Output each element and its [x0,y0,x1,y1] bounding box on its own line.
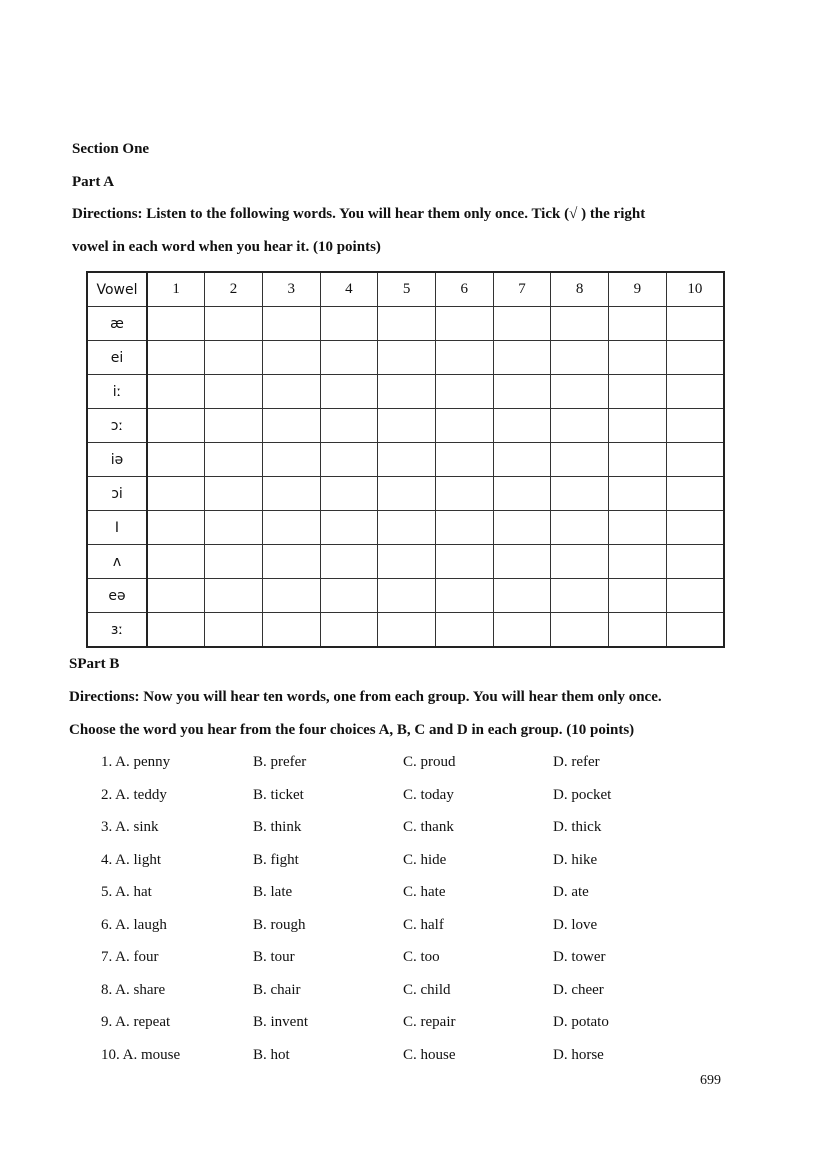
word-number-header: 8 [551,272,609,307]
choice-b[interactable]: B. invent [253,1014,308,1030]
word-number-header: 7 [493,272,551,307]
table-body [87,307,724,648]
vowel-symbol: ʌ [87,545,147,579]
part-a-title: Part A [72,174,115,190]
tick-cell[interactable] [551,341,609,375]
vowel-symbol: iː [87,375,147,409]
tick-cell[interactable] [435,341,493,375]
tick-cell[interactable] [262,375,320,409]
choice-d[interactable]: D. hike [553,851,598,868]
part-a-directions-line2: vowel in each word when you hear it. (10 points) [72,239,381,255]
tick-cell[interactable] [378,545,436,579]
tick-cell[interactable] [378,477,436,511]
tick-cell[interactable] [205,443,263,477]
choice-c[interactable]: C. child [403,981,451,998]
tick-cell[interactable] [666,375,724,409]
tick-cell[interactable] [609,341,667,375]
tick-cell[interactable] [666,341,724,375]
part-b-title: SPart B [69,656,120,672]
tick-cell[interactable] [262,579,320,613]
part-b-directions-line2: Choose the word you hear from the four choices A, B, C and D in each group. (10 points) [69,722,635,738]
tick-cell[interactable] [435,613,493,648]
word-number-header: 3 [262,272,320,307]
tick-cell[interactable] [147,409,205,443]
tick-cell[interactable] [205,307,263,341]
tick-cell[interactable] [551,375,609,409]
word-number-header: 2 [205,272,263,307]
tick-cell[interactable] [609,477,667,511]
tick-cell[interactable] [493,511,551,545]
part-a-directions-line1: Directions: Listen to the following words. You will hear them only once. Tick (√ ) the right [72,206,646,222]
tick-cell[interactable] [666,477,724,511]
tick-cell[interactable] [435,545,493,579]
vowel-symbol: æ [87,307,147,341]
tick-cell[interactable] [551,613,609,648]
vowel-row [87,613,724,648]
tick-cell[interactable] [262,341,320,375]
tick-cell[interactable] [551,307,609,341]
vowel-symbol: ei [87,341,147,375]
tick-cell[interactable] [320,443,378,477]
part-b-directions-line1: Directions: Now you will hear ten words, one from each group. You will hear them only once. [69,689,662,705]
tick-cell[interactable] [320,511,378,545]
tick-cell[interactable] [262,443,320,477]
choice-b[interactable]: B. chair [253,981,301,998]
vowel-symbol: ɜː [87,613,147,648]
tick-cell[interactable] [262,307,320,341]
tick-cell[interactable] [609,511,667,545]
tick-cell[interactable] [262,477,320,511]
tick-cell[interactable] [320,613,378,648]
tick-cell[interactable] [435,579,493,613]
tick-cell[interactable] [378,375,436,409]
tick-cell[interactable] [609,443,667,477]
choice-a[interactable]: 7. A. four [101,949,159,965]
tick-cell[interactable] [493,579,551,613]
word-number-header: 6 [435,272,493,307]
vowel-symbol: ɔː [87,409,147,443]
vowel-row [87,307,724,341]
tick-cell[interactable] [493,613,551,648]
vowel-row [87,409,724,443]
tick-cell[interactable] [205,511,263,545]
choice-c[interactable]: C. hide [403,851,447,868]
tick-cell[interactable] [435,511,493,545]
word-number-header: 4 [320,272,378,307]
tick-cell[interactable] [609,613,667,648]
word-number-header: 1 [147,272,205,307]
choice-a[interactable]: 5. A. hat [101,884,152,900]
tick-cell[interactable] [147,613,205,648]
choice-b[interactable]: B. ticket [253,786,304,803]
vowel-row [87,579,724,613]
tick-cell[interactable] [320,307,378,341]
tick-cell[interactable] [378,613,436,648]
tick-cell[interactable] [551,409,609,443]
choice-d[interactable]: D. thick [553,819,602,835]
tick-cell[interactable] [493,409,551,443]
vowel-row [87,443,724,477]
tick-cell[interactable] [609,579,667,613]
choice-c[interactable]: C. too [403,949,440,965]
choice-c[interactable]: C. proud [403,754,456,770]
tick-cell[interactable] [551,443,609,477]
page-number: 699 [700,1073,721,1088]
tick-cell[interactable] [493,341,551,375]
tick-cell[interactable] [262,545,320,579]
tick-cell[interactable] [666,613,724,648]
choice-b[interactable]: B. tour [253,949,295,965]
choice-a[interactable]: 6. A. laugh [101,916,167,933]
vowel-symbol: iə [87,443,147,477]
choice-a[interactable]: 10. A. mouse [101,1046,181,1063]
vowel-row [87,375,724,409]
tick-cell[interactable] [205,477,263,511]
choice-d[interactable]: D. love [553,916,598,933]
tick-cell[interactable] [320,579,378,613]
choice-c[interactable]: C. hate [403,884,446,900]
tick-cell[interactable] [147,545,205,579]
choice-b[interactable]: B. late [253,884,293,900]
tick-cell[interactable] [551,545,609,579]
choice-b[interactable]: B. fight [253,851,299,868]
word-number-header: 5 [378,272,436,307]
vowel-symbol: ɔi [87,477,147,511]
tick-cell[interactable] [147,511,205,545]
tick-cell[interactable] [320,375,378,409]
tick-cell[interactable] [609,375,667,409]
choice-d[interactable]: D. tower [553,949,606,965]
tick-cell[interactable] [147,307,205,341]
vowel-row [87,511,724,545]
vowel-row [87,545,724,579]
tick-cell[interactable] [147,443,205,477]
choice-b[interactable]: B. hot [253,1046,290,1063]
tick-cell[interactable] [435,443,493,477]
tick-cell[interactable] [666,409,724,443]
choice-d[interactable]: D. cheer [553,981,604,998]
tick-cell[interactable] [147,375,205,409]
table-header-row [87,272,724,307]
tick-cell[interactable] [609,307,667,341]
choice-a[interactable]: 1. A. penny [101,754,171,770]
choice-d[interactable]: D. refer [553,754,600,770]
tick-cell[interactable] [147,341,205,375]
tick-cell[interactable] [435,375,493,409]
tick-cell[interactable] [205,579,263,613]
tick-cell[interactable] [378,443,436,477]
vowel-symbol: eə [87,579,147,613]
tick-cell[interactable] [435,477,493,511]
vowel-symbol: I [87,511,147,545]
tick-cell[interactable] [551,477,609,511]
tick-cell[interactable] [435,409,493,443]
choice-a[interactable]: 2. A. teddy [101,786,167,803]
choice-b[interactable]: B. prefer [253,754,307,770]
tick-cell[interactable] [205,545,263,579]
tick-cell[interactable] [493,307,551,341]
tick-cell[interactable] [551,579,609,613]
choice-d[interactable]: D. ate [553,884,589,900]
tick-cell[interactable] [378,409,436,443]
tick-cell[interactable] [378,579,436,613]
vowel-answer-table [86,271,725,648]
tick-cell[interactable] [378,511,436,545]
tick-cell[interactable] [666,579,724,613]
choice-d[interactable]: D. potato [553,1014,609,1030]
choice-c[interactable]: C. house [403,1046,456,1063]
tick-cell[interactable] [320,341,378,375]
tick-cell[interactable] [320,409,378,443]
choice-c[interactable]: C. thank [403,819,454,835]
choice-a[interactable]: 4. A. light [101,851,162,868]
tick-cell[interactable] [378,307,436,341]
word-number-header: 10 [666,272,724,307]
tick-cell[interactable] [147,579,205,613]
tick-cell[interactable] [666,443,724,477]
choice-a[interactable]: 8. A. share [101,981,166,998]
tick-cell[interactable] [435,307,493,341]
tick-cell[interactable] [609,409,667,443]
tick-cell[interactable] [262,613,320,648]
tick-cell[interactable] [493,545,551,579]
tick-cell[interactable] [493,375,551,409]
tick-cell[interactable] [320,477,378,511]
tick-cell[interactable] [262,409,320,443]
tick-cell[interactable] [493,443,551,477]
vowel-column-header: Vowel [87,272,147,307]
tick-cell[interactable] [493,477,551,511]
vowel-row [87,477,724,511]
tick-cell[interactable] [378,341,436,375]
choice-a[interactable]: 9. A. repeat [101,1014,171,1030]
choice-d[interactable]: D. horse [553,1046,604,1063]
tick-cell[interactable] [666,545,724,579]
choice-a[interactable]: 3. A. sink [101,819,159,835]
tick-cell[interactable] [205,409,263,443]
choice-b[interactable]: B. think [253,819,302,835]
vowel-row [87,341,724,375]
tick-cell[interactable] [205,341,263,375]
choice-c[interactable]: C. half [403,916,444,933]
tick-cell[interactable] [205,375,263,409]
choice-d[interactable]: D. pocket [553,786,612,803]
tick-cell[interactable] [262,511,320,545]
section-title: Section One [72,141,150,157]
choice-b[interactable]: B. rough [253,916,306,933]
tick-cell[interactable] [666,511,724,545]
tick-cell[interactable] [609,545,667,579]
choice-c[interactable]: C. today [403,786,454,803]
tick-cell[interactable] [666,307,724,341]
tick-cell[interactable] [320,545,378,579]
tick-cell[interactable] [205,613,263,648]
choice-c[interactable]: C. repair [403,1014,456,1030]
word-number-header: 9 [609,272,667,307]
tick-cell[interactable] [551,511,609,545]
tick-cell[interactable] [147,477,205,511]
